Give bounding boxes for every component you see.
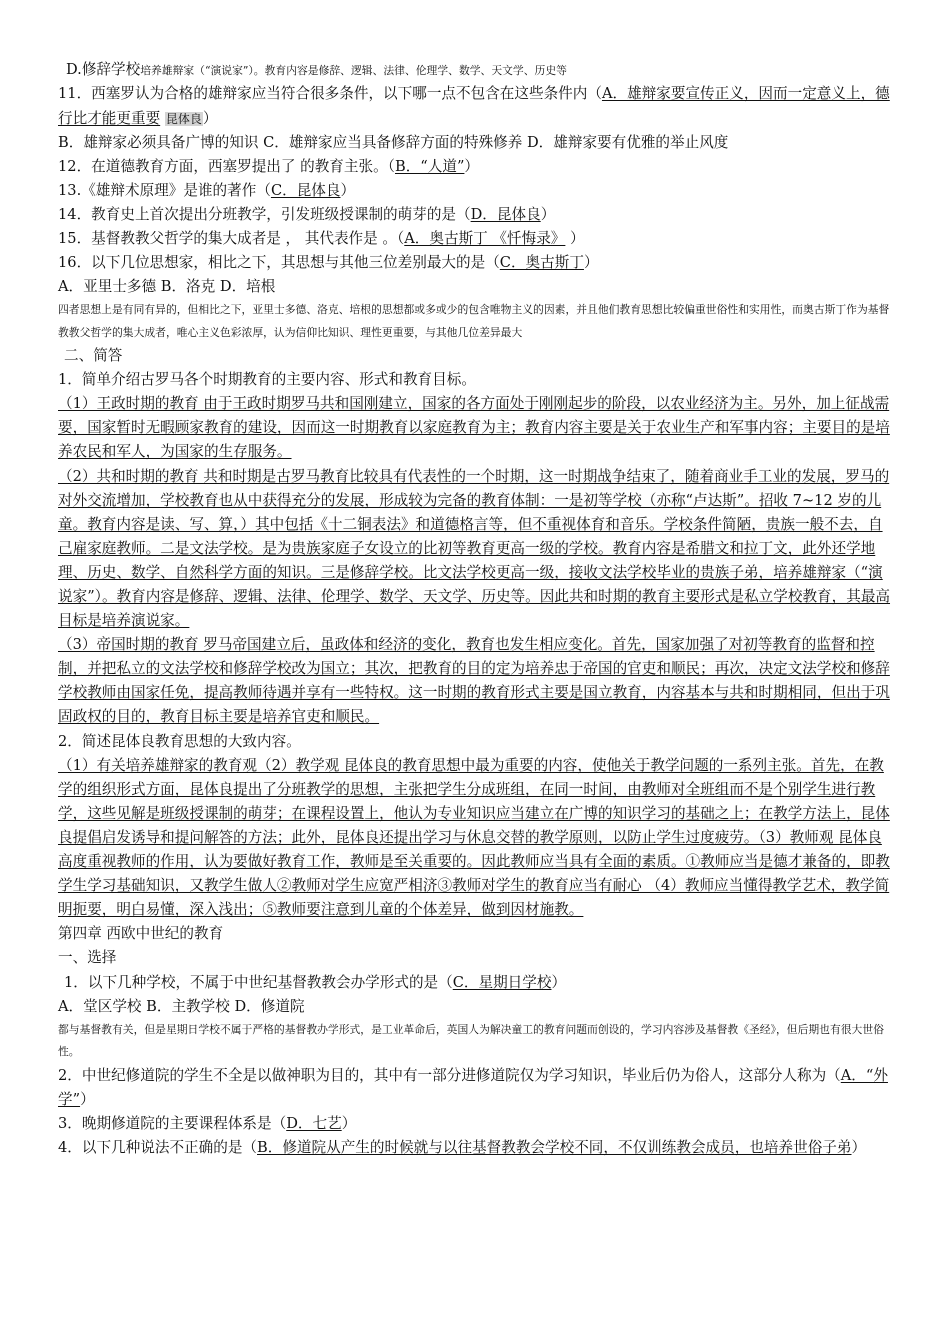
c4-answer: B．修道院从产生的时候就与以往基督教教会学校不同，不仅训练教会成员，也培养世俗子弟 (257, 1138, 852, 1156)
q11-options: B．雄辩家必须具备广博的知识 C．雄辩家应当具备修辞方面的特殊修养 D．雄辩家要有优雅的举止风度 (58, 133, 729, 151)
q12-answer: B．“人道” (394, 157, 465, 175)
c4-close: ） (851, 1138, 867, 1156)
d-rhetoric-school-line (58, 58, 896, 82)
q13-stem: 13.《雄辩术原理》是谁的著作（ (58, 181, 271, 199)
q12-stem: 12．在道德教育方面，西塞罗提出了 的教育主张。（ (58, 157, 395, 175)
question-15 (58, 227, 896, 251)
q14-close: ） (540, 205, 556, 223)
sa1-paragraph-3: （3）帝国时期的教育 罗马帝国建立后，虽政体和经济的变化，教育也发生相应变化。首先，国家加强了对初等教育的监督和控制，并把私立的文法学校和修辞学校改为国立；其次，把教育的目的定为培养忠于帝国的官吏和顺民；再次，决定文法学校和修辞学校教师由国家任免，提高教师待遇并享有一些特权。这一时期的教育形式主要是国立教育，内容基本与共和时期相同，但出于巩固政权的目的，教育目标主要是培养官吏和顺民。 (58, 636, 890, 726)
q16-close: ） (583, 254, 599, 272)
q15-close: ） (565, 229, 585, 247)
question-16 (58, 251, 896, 275)
q15-answer: A．奥古斯丁 《忏悔录》 (404, 229, 566, 247)
c2-stem: 2．中世纪修道院的学生不全是以做神职为目的，其中有一部分进修道院仅为学习知识，毕业后仍为俗人，这部分人称为（ (58, 1066, 841, 1084)
document-page (58, 58, 896, 1160)
question-13 (58, 179, 896, 203)
c3-close: ） (341, 1114, 357, 1132)
q16-options: A．亚里士多德 B．洛克 D．培根 (58, 278, 276, 296)
c3-stem: 3．晚期修道院的主要课程体系是（ (58, 1114, 287, 1132)
d-school-desc: 培养雄辩家（“演说家”）。教育内容是修辞、逻辑、法律、伦理学、数学、天文学、历史等 (140, 64, 567, 77)
short-answer-1: 1．简单介绍古罗马各个时期教育的主要内容、形式和教育目标。 (58, 371, 476, 389)
choice-3 (58, 1112, 896, 1136)
choice-4 (58, 1136, 896, 1160)
short-answer-2: 2．简述昆体良教育思想的大致内容。 (58, 732, 301, 750)
c4-stem: 4．以下几种说法不正确的是（ (58, 1138, 258, 1156)
question-14 (58, 203, 896, 227)
c1-stem: 1．以下几种学校，不属于中世纪基督教教会办学形式的是（ (64, 973, 453, 991)
d-school-prefix: D.修辞学校 (66, 61, 141, 78)
q15-stem: 15．基督教教父哲学的集大成者是 ， 其代表作是 。（ (58, 229, 405, 247)
question-12 (58, 155, 896, 179)
c3-answer: D．七艺 (286, 1114, 342, 1132)
question-11 (58, 82, 896, 130)
q11-close: ） (202, 109, 218, 127)
c2-close: ） (80, 1090, 95, 1108)
c1-answer: C．星期日学校 (452, 973, 552, 991)
sa2-paragraph: （1）有关培养雄辩家的教育观（2）教学观 昆体良的教育思想中最为重要的内容，使他关于教学问题的一系列主张。首先，在教学的组织形式方面，昆体良提出了分班教学的思想，主张把学生分成班组，在同一时间，由教师对全班组而不是个别学生进行教学，这些见解是班级授课制的萌芽；在课程设置上，他认为专业知识应当建立在广博的知识学习的基础之上；在教学方法上，昆体良提倡启发诱导和提问解答的方法；此外，昆体良还提出学习与休息交替的教学原则，以防止学生过度疲劳。（3）教师观 昆体良高度重视教师的作用，认为要做好教育工作，教师是至关重要的。因此教师应当具有全面的素质。①教师应当是德才兼备的，即教学生学习基础知识，又教学生做人②教师对学生应宽严相济③教师对学生的教育应当有耐心 （4）教师应当懂得教学艺术，教学简明扼要，明白易懂，深入浅出；⑤教师要注意到儿童的个体差异，做到因材施教。 (58, 756, 890, 919)
sa1-paragraph-2: （2）共和时期的教育 共和时期是古罗马教育比较具有代表性的一个时期，这一时期战争结束了，随着商业手工业的发展，罗马的对外交流增加，学校教育也从中获得充分的发展，形成较为完备的教育体制：一是初等学校（亦称“卢达斯”。招收 7~12 岁的儿童。教育内容是读、写、算，）其中包括《十二铜表法》和道德格言等，但不重视体育和音乐。学校条件简陋，贵族一般不去，自己雇家庭教师。二是文法学校。是为贵族家庭子女设立的比初等教育更高一级的学校。教育内容是希腊文和拉丁文，此外还学地理、历史、数学、自然科学方面的知识。三是修辞学校。比文法学校更高一级，接收文法学校毕业的贵族子弟，培养雄辩家（“演说家”）。教育内容是修辞、逻辑、法律、伦理学、数学、天文学、历史等。因此共和时期的教育主要形式是私立学校教育，其最高目标是培养演说家。 (58, 467, 891, 630)
c1-close: ） (551, 973, 567, 991)
section-short-answer-heading: 二、简答 (64, 347, 123, 365)
q12-close: ） (464, 157, 480, 175)
chapter-4-heading: 第四章 西欧中世纪的教育 (58, 925, 224, 943)
c1-options: A．堂区学校 B．主教学校 D．修道院 (58, 997, 305, 1015)
q16-explanation: 四者思想上是有同有异的，但相比之下，亚里士多德、洛克、培根的思想都或多或少的包含唯物主义的因素，并且他们教育思想比较偏重世俗性和实用性，而奥古斯丁作为基督教教父哲学的集大成者，唯心主义色彩浓厚，认为信仰比知识、理性更重要，与其他几位差异最大 (58, 303, 890, 339)
choice-1 (58, 971, 896, 995)
sa1-paragraph-1: （1）王政时期的教育 由于王政时期罗马共和国刚建立，国家的各方面处于刚刚起步的阶段，以农业经济为主。另外，加上征战需要，国家暂时无暇顾家教育的建设，因而这一时期教育以家庭教育为主；教育内容主要是关于农业生产和军事内容；主要目的是培养农民和军人，为国家的生存服务。 (58, 395, 890, 461)
q11-highlight: 昆体良 (165, 111, 202, 126)
q11-stem: 11．西塞罗认为合格的雄辩家应当符合很多条件，以下哪一点不包含在这些条件内（ (58, 85, 602, 103)
q13-close: ） (340, 181, 356, 199)
q14-stem: 14．教育史上首次提出分班教学，引发班级授课制的萌芽的是（ (58, 205, 471, 223)
c1-explanation: 都与基督教有关，但是星期日学校不属于严格的基督教办学形式，是工业革命后，英国人为解决童工的教育问题而创设的，学习内容涉及基督教《圣经》，但后期也有很大世俗性。 (58, 1022, 884, 1059)
q14-answer: D．昆体良 (470, 205, 541, 223)
section-choice-heading: 一、选择 (58, 949, 117, 967)
c2-answer: A．“外学” (58, 1066, 888, 1108)
q11-answer: A．雄辩家要宣传正义，因而一定意义上，德行比才能更重要 (58, 85, 890, 127)
q13-answer: C．昆体良 (270, 181, 341, 199)
q16-stem: 16．以下几位思想家，相比之下，其思想与其他三位差别最大的是（ (58, 254, 500, 272)
q16-answer: C．奥古斯丁 (499, 254, 584, 272)
choice-2 (58, 1064, 896, 1112)
